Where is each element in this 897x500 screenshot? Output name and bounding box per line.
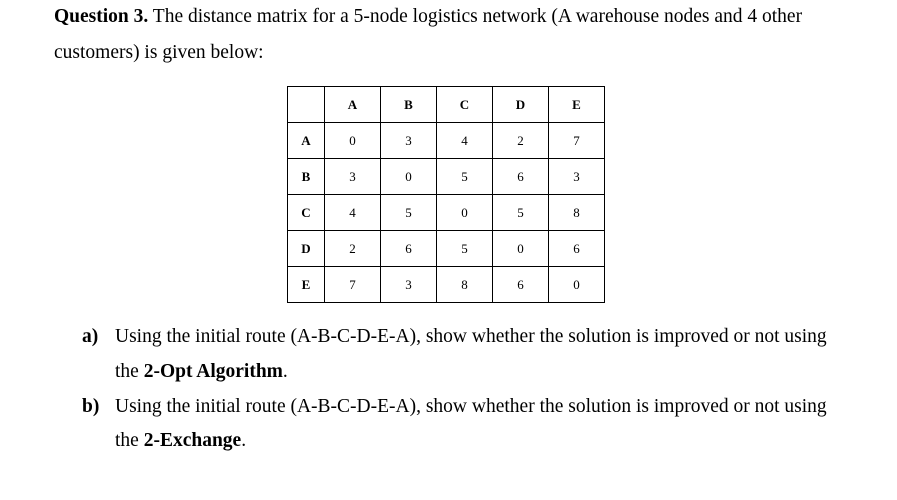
matrix-cell: 5: [437, 231, 493, 267]
question-line-1: [54, 7, 802, 27]
part-b-method: 2-Exchange: [143, 430, 242, 451]
question-text-line-2: customers) is given below:: [54, 42, 264, 63]
part-a-method: 2-Opt Algorithm: [143, 361, 283, 382]
part-a-prefix: the: [115, 361, 144, 382]
matrix-row-d: [288, 231, 605, 267]
col-header-e: E: [549, 87, 605, 123]
matrix-cell: 6: [549, 231, 605, 267]
matrix-row-e: [288, 267, 605, 303]
part-b-text-line-1: Using the initial route (A-B-C-D-E-A), show whether the solution is improved or not using: [115, 396, 827, 417]
matrix-cell: 3: [381, 267, 437, 303]
row-header-d: D: [288, 231, 325, 267]
matrix-cell: 4: [437, 123, 493, 159]
matrix-row-c: [288, 195, 605, 231]
matrix-cell: 6: [381, 231, 437, 267]
matrix-header-row: [288, 87, 605, 123]
col-header-d: D: [493, 87, 549, 123]
part-a-line-1: [82, 326, 827, 347]
matrix-cell: 3: [325, 159, 381, 195]
matrix-row-a: [288, 123, 605, 159]
part-b-line-2: [115, 431, 246, 451]
part-a-suffix: .: [282, 361, 288, 382]
matrix-cell: 6: [493, 159, 549, 195]
part-b-suffix: .: [241, 430, 247, 451]
matrix-cell: 4: [325, 195, 381, 231]
col-header-a: A: [325, 87, 381, 123]
part-b-label: b): [82, 396, 100, 417]
question-line-2: [54, 43, 264, 63]
matrix-cell: 7: [325, 267, 381, 303]
matrix-cell: 0: [549, 267, 605, 303]
matrix-cell: 5: [381, 195, 437, 231]
question-text-line-1: The distance matrix for a 5-node logistics network (A warehouse nodes and 4 other: [148, 6, 803, 27]
question-label: Question 3.: [54, 6, 149, 27]
matrix-cell: 5: [437, 159, 493, 195]
part-a-line-2: [115, 362, 288, 382]
matrix-cell: 6: [493, 267, 549, 303]
matrix-cell: 2: [493, 123, 549, 159]
matrix-cell: 8: [549, 195, 605, 231]
matrix-cell: 7: [549, 123, 605, 159]
col-header-b: B: [381, 87, 437, 123]
part-a-text-line-1: Using the initial route (A-B-C-D-E-A), show whether the solution is improved or not using: [115, 326, 827, 347]
matrix-cell: 3: [549, 159, 605, 195]
part-a-label: a): [82, 326, 99, 347]
col-header-c: C: [437, 87, 493, 123]
row-header-e: E: [288, 267, 325, 303]
row-header-c: C: [288, 195, 325, 231]
matrix-cell: 0: [493, 231, 549, 267]
part-b-prefix: the: [115, 430, 144, 451]
matrix-cell: 0: [325, 123, 381, 159]
matrix-corner-cell: [288, 87, 325, 123]
matrix-cell: 8: [437, 267, 493, 303]
matrix-row-b: [288, 159, 605, 195]
distance-matrix-table: [287, 86, 605, 303]
row-header-b: B: [288, 159, 325, 195]
row-header-a: A: [288, 123, 325, 159]
matrix-cell: 5: [493, 195, 549, 231]
matrix-cell: 3: [381, 123, 437, 159]
matrix-cell: 0: [381, 159, 437, 195]
matrix-cell: 0: [437, 195, 493, 231]
matrix-cell: 2: [325, 231, 381, 267]
part-b-line-1: [82, 396, 827, 417]
